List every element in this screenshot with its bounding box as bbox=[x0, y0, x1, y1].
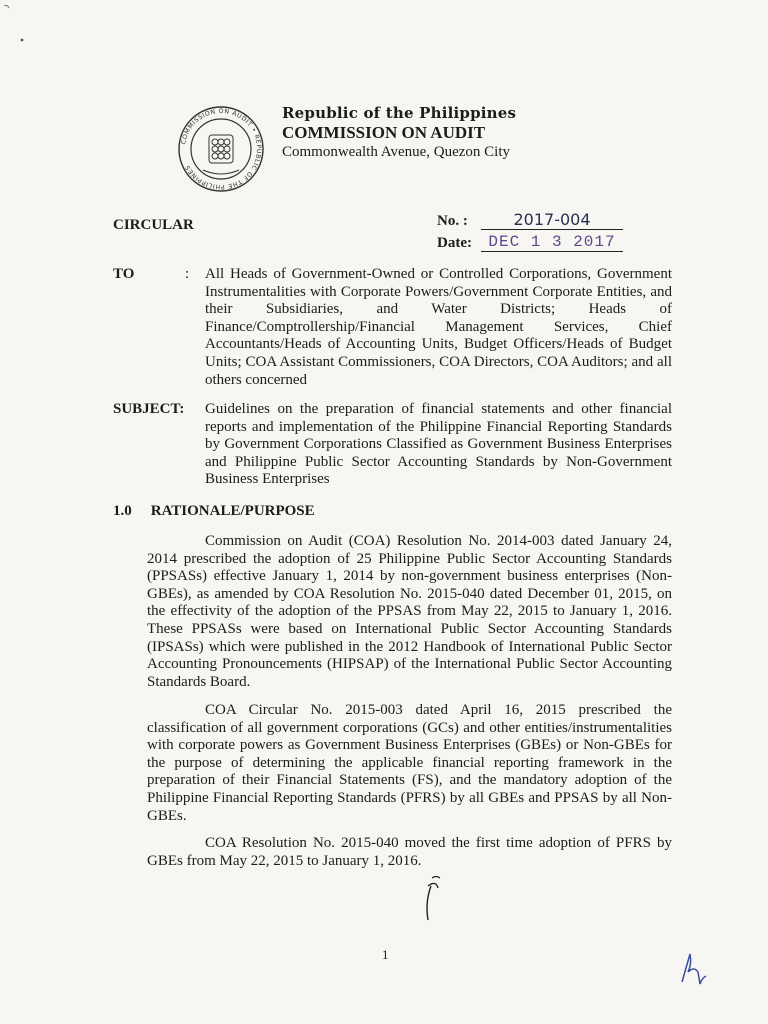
section-number: 1.0 bbox=[113, 503, 132, 519]
pen-initial-mark bbox=[676, 948, 710, 988]
paragraph bbox=[147, 835, 672, 870]
to-label: TO bbox=[113, 266, 135, 282]
scan-speck-mark bbox=[0, 0, 40, 50]
number-label: No. : bbox=[437, 213, 468, 229]
circular-label: CIRCULAR bbox=[113, 217, 194, 233]
page-number: 1 bbox=[382, 947, 389, 962]
coa-seal-icon bbox=[176, 104, 266, 194]
to-colon: : bbox=[185, 266, 190, 282]
agency-name: COMMISSION ON AUDIT bbox=[282, 123, 486, 142]
date-label: Date: bbox=[437, 235, 472, 251]
circular-meta bbox=[437, 208, 623, 252]
paragraph-text: COA Resolution No. 2015-040 moved the first time adoption of PFRS by GBEs from May 22, 2015 to January 1, 2016. bbox=[147, 835, 672, 869]
handwritten-initial-mark bbox=[418, 872, 448, 924]
section-title: RATIONALE/PURPOSE bbox=[150, 503, 315, 519]
section-heading bbox=[113, 503, 315, 520]
letterhead bbox=[282, 104, 516, 161]
paragraph bbox=[147, 702, 672, 825]
circular-number: 2017-004 bbox=[481, 211, 623, 230]
addressees-text: All Heads of Government-Owned or Controlled Corporations, Government Instrumentalities with Corporate Powers/Government Corporate Entities, and their Subsidiaries, and Water Districts; Heads of Finance/Comptrollership/Financial Management Services, Chief Accountants/Heads of Accounting Units, Budget Officers/Heads of Budget Units; COA Assistant Commissioners, COA Directors, COA Auditors; and all others concerned bbox=[205, 266, 672, 388]
republic-heading: Republic of the Philippines bbox=[282, 104, 517, 122]
subject-text: Guidelines on the preparation of financial statements and other financial reports and implementation of the Philippine Financial Reporting Standards by Government Corporations Classified as Government Business Enterprises and Philippine Public Sector Accounting Standards by Non-Government Business Enterprises bbox=[205, 401, 672, 488]
paragraph bbox=[147, 533, 672, 691]
date-stamp: DEC 1 3 2017 bbox=[481, 233, 623, 252]
paragraph-text: Commission on Audit (COA) Resolution No. 2014-003 dated January 24, 2014 prescribed the adoption of 25 Philippine Public Sector Accounting Standards (PPSASs) effective January 1, 2014 by non-government business enterprises (Non-GBEs), as amended by COA Resolution No. 2015-040 dated December 01, 2015, on the effectivity of the adoption of the PPSAS from May 22, 2015 to January 1, 2016. These PPSASs were based on International Public Sector Accounting Standards (IPSASs) which were published in the 2012 Handbook of International Public Sector Accounting Pronouncements (HIPSAP) of the International Public Sector Accounting Standards Board. bbox=[147, 533, 672, 690]
subject-label: SUBJECT: bbox=[113, 401, 185, 417]
svg-text:COMMISSION ON AUDIT • REPUBLIC: COMMISSION ON AUDIT • REPUBLIC OF THE PHILIPPINES bbox=[180, 107, 263, 191]
agency-address: Commonwealth Avenue, Quezon City bbox=[282, 144, 511, 160]
paragraph-text: COA Circular No. 2015-003 dated April 16, 2015 prescribed the classification of all government corporations (GCs) and other entities/instrumentalities with corporate powers as Government Business Enterprises (GBEs) or Non-GBEs for the purpose of determining the applicable financial reporting framework in the preparation of their Financial Statements (FS), and the mandatory adoption of the Philippine Financial Reporting Standards (PFRS) by all GBEs and PPSAS by all Non-GBEs. bbox=[147, 702, 672, 824]
